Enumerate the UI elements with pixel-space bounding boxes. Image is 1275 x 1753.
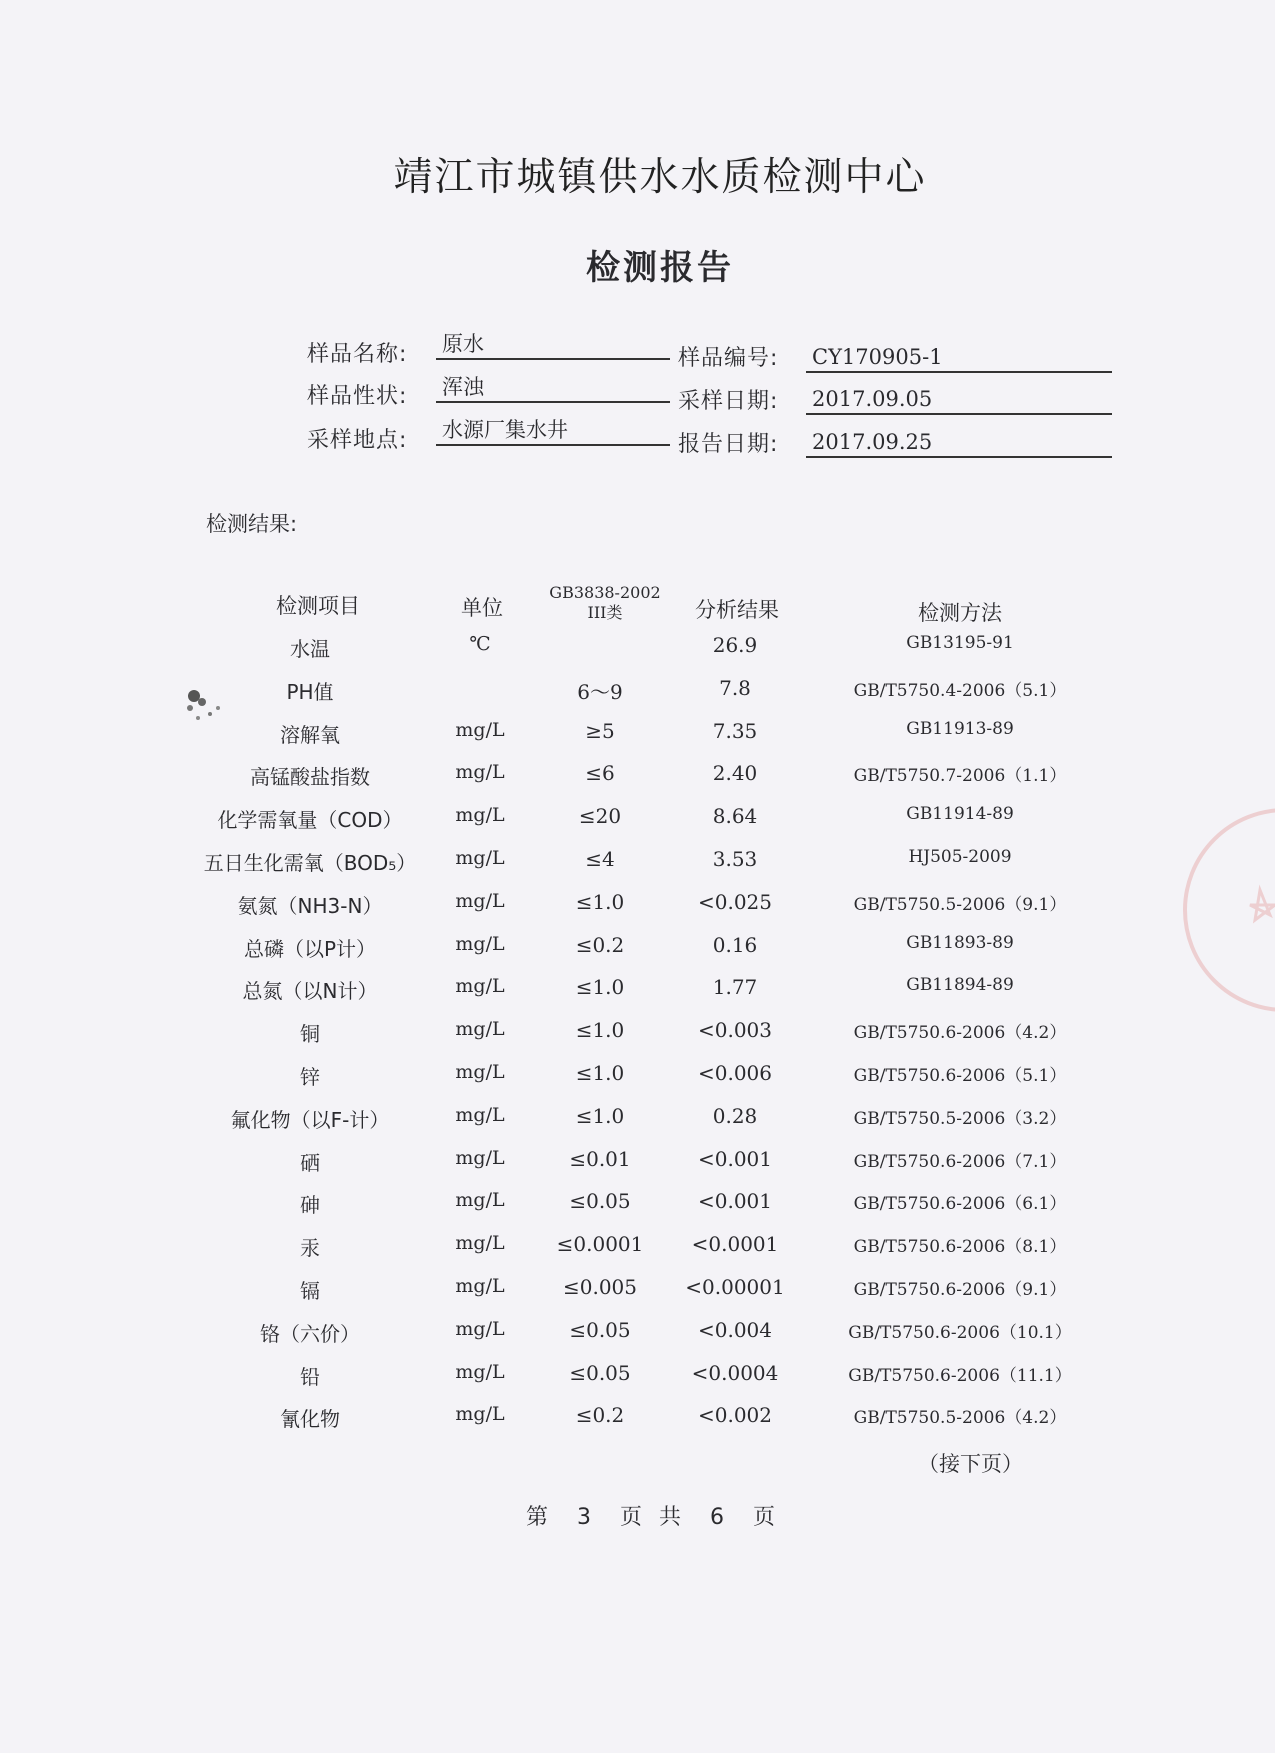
cell-unit: mg/L bbox=[455, 718, 505, 741]
sampling-date-value: 2017.09.05 bbox=[806, 385, 1112, 415]
table-row bbox=[0, 1104, 1275, 1144]
cell-standard: 6～9 bbox=[577, 679, 623, 704]
cell-result: 0.28 bbox=[712, 1103, 758, 1128]
footer-prefix: 第 bbox=[526, 1505, 549, 1530]
cell-unit: mg/L bbox=[455, 1189, 505, 1212]
results-section-label: 检测结果: bbox=[206, 512, 298, 536]
faint-stamp bbox=[1150, 800, 1275, 1020]
cell-method: GB/T5750.5-2006（3.2） bbox=[853, 1108, 1067, 1129]
cell-result: 7.35 bbox=[712, 718, 758, 743]
cell-method: GB/T5750.6-2006（4.2） bbox=[853, 1023, 1067, 1044]
cell-result: 8.64 bbox=[712, 804, 758, 829]
cell-result: <0.004 bbox=[697, 1317, 772, 1342]
cell-item: 铅 bbox=[300, 1364, 320, 1389]
cell-item: 化学需氧量（COD） bbox=[217, 808, 403, 833]
table-row bbox=[0, 1232, 1275, 1272]
header-item: 检测项目 bbox=[276, 594, 360, 618]
table-row bbox=[0, 933, 1275, 973]
cell-result: 26.9 bbox=[712, 633, 758, 657]
cell-result: <0.003 bbox=[697, 1018, 772, 1043]
table-row bbox=[0, 1403, 1275, 1443]
table-row bbox=[0, 804, 1275, 844]
cell-standard: ≤6 bbox=[585, 761, 615, 786]
cell-result: 2.40 bbox=[712, 761, 758, 786]
cell-unit: mg/L bbox=[455, 1103, 505, 1126]
cell-standard: ≥5 bbox=[585, 718, 615, 743]
report-title: 检测报告 bbox=[586, 248, 734, 288]
table-row bbox=[0, 847, 1275, 887]
cell-unit: mg/L bbox=[455, 847, 505, 869]
cell-result: <0.0001 bbox=[691, 1232, 779, 1257]
footer-suffix: 页 bbox=[753, 1505, 776, 1530]
cell-standard: ≤0.2 bbox=[575, 932, 625, 957]
cell-item: 铬（六价） bbox=[260, 1321, 360, 1346]
cell-result: 0.16 bbox=[712, 932, 758, 957]
cell-item: PH值 bbox=[286, 679, 334, 704]
cell-unit: mg/L bbox=[455, 889, 505, 912]
cell-method: GB/T5750.6-2006（10.1） bbox=[848, 1322, 1072, 1343]
cell-method: GB/T5750.6-2006（8.1） bbox=[853, 1237, 1067, 1258]
cell-item: 高锰酸盐指数 bbox=[250, 765, 370, 790]
cell-standard: ≤0.0001 bbox=[556, 1232, 644, 1257]
cell-method: GB11913-89 bbox=[906, 718, 1014, 739]
sample-name-value: 原水 bbox=[436, 330, 670, 360]
cell-standard: ≤0.05 bbox=[569, 1360, 631, 1385]
footer-mid: 页 共 bbox=[620, 1505, 682, 1530]
page-footer bbox=[520, 1500, 781, 1531]
cell-unit: mg/L bbox=[455, 1317, 505, 1340]
cell-method: GB/T5750.5-2006（4.2） bbox=[853, 1408, 1067, 1429]
cell-standard: ≤1.0 bbox=[575, 1018, 625, 1043]
cell-item: 氰化物 bbox=[280, 1407, 340, 1432]
continue-note: （接下页） bbox=[918, 1452, 1023, 1476]
cell-standard: ≤0.05 bbox=[569, 1317, 631, 1342]
cell-method: GB/T5750.6-2006（5.1） bbox=[853, 1066, 1067, 1086]
header-method: 检测方法 bbox=[918, 601, 1002, 625]
sample-state-value: 浑浊 bbox=[436, 373, 670, 403]
cell-unit: mg/L bbox=[455, 932, 505, 955]
cell-unit: mg/L bbox=[455, 1403, 505, 1426]
cell-unit: mg/L bbox=[455, 1018, 505, 1041]
cell-method: GB/T5750.6-2006（7.1） bbox=[853, 1151, 1067, 1172]
cell-result: <0.025 bbox=[697, 889, 772, 914]
header-standard-class: III类 bbox=[587, 603, 623, 622]
cell-result: <0.001 bbox=[697, 1189, 772, 1214]
table-row bbox=[0, 1147, 1275, 1187]
footer-page-number: 3 bbox=[577, 1505, 592, 1530]
header-result: 分析结果 bbox=[695, 598, 779, 622]
report-date-label: 报告日期: bbox=[678, 432, 779, 457]
cell-method: GB11914-89 bbox=[906, 804, 1014, 825]
cell-item: 镉 bbox=[300, 1279, 320, 1303]
cell-result: <0.00001 bbox=[685, 1275, 785, 1299]
cell-item: 氟化物（以F-计） bbox=[230, 1107, 390, 1132]
cell-item: 铜 bbox=[300, 1022, 320, 1047]
header-unit: 单位 bbox=[461, 596, 503, 620]
cell-item: 锌 bbox=[300, 1065, 320, 1089]
cell-item: 氨氮（NH3-N） bbox=[237, 893, 383, 918]
sample-no-value: CY170905-1 bbox=[806, 343, 1112, 373]
cell-standard: ≤0.01 bbox=[569, 1146, 631, 1171]
cell-unit: mg/L bbox=[455, 1275, 505, 1297]
cell-result: 7.8 bbox=[719, 675, 751, 700]
table-row bbox=[0, 1189, 1275, 1229]
cell-standard: ≤1.0 bbox=[575, 1061, 625, 1085]
header-standard bbox=[530, 583, 680, 623]
header-standard-code: GB3838-2002 bbox=[549, 583, 661, 602]
sampling-site-label: 采样地点: bbox=[307, 428, 408, 453]
table-row bbox=[0, 890, 1275, 930]
table-row bbox=[0, 1275, 1275, 1315]
organization-title: 靖江市城镇供水水质检测中心 bbox=[393, 155, 927, 200]
cell-method: GB11893-89 bbox=[906, 932, 1014, 953]
cell-unit: mg/L bbox=[455, 804, 505, 827]
cell-result: <0.006 bbox=[697, 1061, 772, 1085]
cell-standard: ≤0.05 bbox=[569, 1189, 631, 1214]
cell-standard: ≤0.2 bbox=[575, 1403, 625, 1428]
cell-unit: mg/L bbox=[455, 1360, 505, 1383]
cell-result: <0.001 bbox=[697, 1146, 772, 1171]
table-row bbox=[0, 633, 1275, 673]
table-row bbox=[0, 1061, 1275, 1101]
table-row bbox=[0, 761, 1275, 801]
cell-method: GB11894-89 bbox=[906, 975, 1014, 996]
cell-standard: ≤4 bbox=[585, 847, 615, 871]
table-row bbox=[0, 975, 1275, 1015]
sample-no-label: 样品编号: bbox=[678, 346, 779, 371]
cell-method: GB/T5750.6-2006（6.1） bbox=[853, 1194, 1067, 1215]
cell-item: 砷 bbox=[300, 1193, 320, 1218]
table-row bbox=[0, 1361, 1275, 1401]
cell-standard: ≤1.0 bbox=[575, 1103, 625, 1128]
cell-item: 硒 bbox=[300, 1150, 320, 1175]
cell-item: 总氮（以N计） bbox=[242, 979, 378, 1004]
cell-unit: mg/L bbox=[455, 761, 505, 784]
cell-unit: ℃ bbox=[469, 633, 491, 655]
sampling-site-value: 水源厂集水井 bbox=[436, 416, 670, 446]
cell-standard: ≤20 bbox=[578, 804, 622, 829]
cell-item: 总磷（以P计） bbox=[243, 936, 377, 961]
cell-method: GB/T5750.4-2006（5.1） bbox=[853, 680, 1067, 701]
table-row bbox=[0, 1318, 1275, 1358]
cell-standard: ≤0.005 bbox=[562, 1275, 637, 1299]
sample-name-label: 样品名称: bbox=[307, 342, 408, 367]
footer-total-pages: 6 bbox=[710, 1505, 725, 1530]
sample-state-label: 样品性状: bbox=[307, 384, 408, 409]
cell-unit: mg/L bbox=[455, 1146, 505, 1169]
sampling-date-label: 采样日期: bbox=[678, 389, 779, 414]
cell-item: 水温 bbox=[290, 637, 330, 661]
cell-standard: ≤1.0 bbox=[575, 889, 625, 914]
cell-item: 汞 bbox=[300, 1236, 320, 1261]
cell-method: GB13195-91 bbox=[906, 633, 1014, 653]
cell-method: GB/T5750.5-2006（9.1） bbox=[853, 894, 1067, 915]
cell-method: GB/T5750.7-2006（1.1） bbox=[853, 766, 1067, 787]
cell-result: 3.53 bbox=[712, 847, 758, 871]
scan-speck bbox=[180, 682, 240, 742]
cell-method: HJ505-2009 bbox=[908, 847, 1012, 867]
cell-unit: mg/L bbox=[455, 975, 505, 998]
cell-item: 溶解氧 bbox=[280, 722, 340, 747]
table-row bbox=[0, 1018, 1275, 1058]
report-date-value: 2017.09.25 bbox=[806, 428, 1112, 458]
cell-unit: mg/L bbox=[455, 1232, 505, 1255]
cell-result: <0.002 bbox=[697, 1403, 772, 1428]
cell-unit: mg/L bbox=[455, 1061, 505, 1083]
cell-method: GB/T5750.6-2006（9.1） bbox=[853, 1280, 1067, 1300]
cell-result: <0.0004 bbox=[691, 1360, 779, 1385]
cell-item: 五日生化需氧（BOD₅） bbox=[203, 851, 417, 875]
cell-result: 1.77 bbox=[712, 975, 758, 1000]
cell-standard: ≤1.0 bbox=[575, 975, 625, 1000]
cell-method: GB/T5750.6-2006（11.1） bbox=[848, 1365, 1072, 1386]
